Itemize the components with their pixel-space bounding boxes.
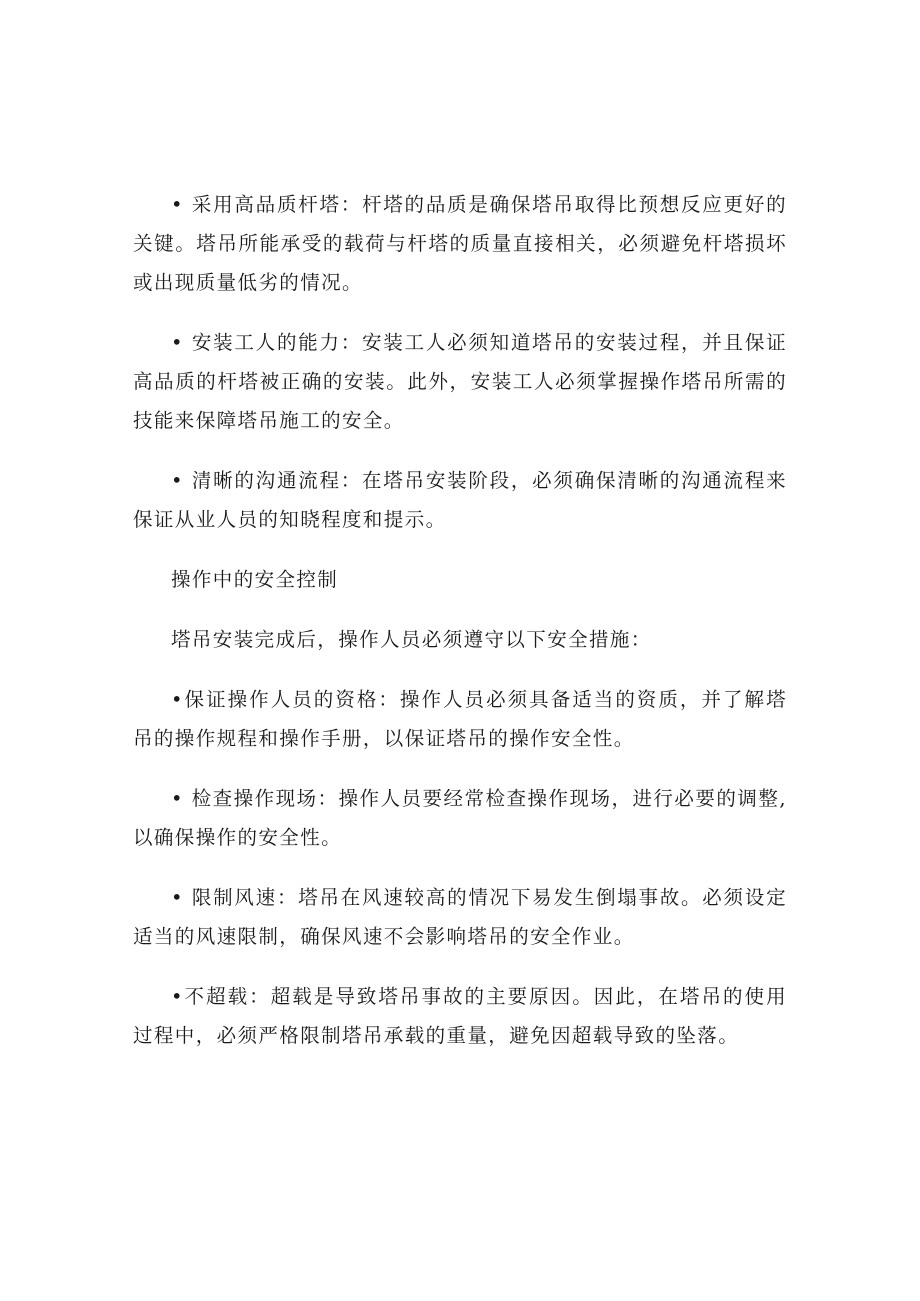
bullet-paragraph-no-overload: •不超载：超载是导致塔吊事故的主要原因。因此，在塔吊的使用过程中，必须严格限制塔吊承载的重量，避免因超载导致的坠落。 (133, 985, 787, 1047)
intro-paragraph-operation-measures: 塔吊安装完成后，操作人员必须遵守以下安全措施： (171, 628, 652, 651)
document-body (133, 185, 787, 1076)
bullet-paragraph-communication-process: • 清晰的沟通流程：在塔吊安装阶段，必须确保清晰的沟通流程来保证从业人员的知晓程度和提示。 (133, 469, 787, 531)
bullet-paragraph-high-quality-tower: • 采用高品质杆塔：杆塔的品质是确保塔吊取得比预想反应更好的关键。塔吊所能承受的载荷与杆塔的质量直接相关，必须避免杆塔损坏或出现质量低劣的情况。 (133, 193, 787, 294)
section-heading-operation-safety: 操作中的安全控制 (171, 568, 339, 591)
bullet-paragraph-limit-wind-speed: • 限制风速：塔吊在风速较高的情况下易发生倒塌事故。必须设定适当的风速限制，确保风速不会影响塔吊的安全作业。 (133, 886, 787, 948)
bullet-paragraph-installer-ability: • 安装工人的能力：安装工人必须知道塔吊的安装过程，并且保证高品质的杆塔被正确的安装。此外，安装工人必须掌握操作塔吊所需的技能来保障塔吊施工的安全。 (133, 331, 787, 432)
bullet-paragraph-inspect-site: • 检查操作现场：操作人员要经常检查操作现场，进行必要的调整,以确保操作的安全性。 (133, 787, 787, 849)
bullet-paragraph-operator-qualification: •保证操作人员的资格：操作人员必须具备适当的资质，并了解塔吊的操作规程和操作手册，以保证塔吊的操作安全性。 (133, 688, 787, 750)
